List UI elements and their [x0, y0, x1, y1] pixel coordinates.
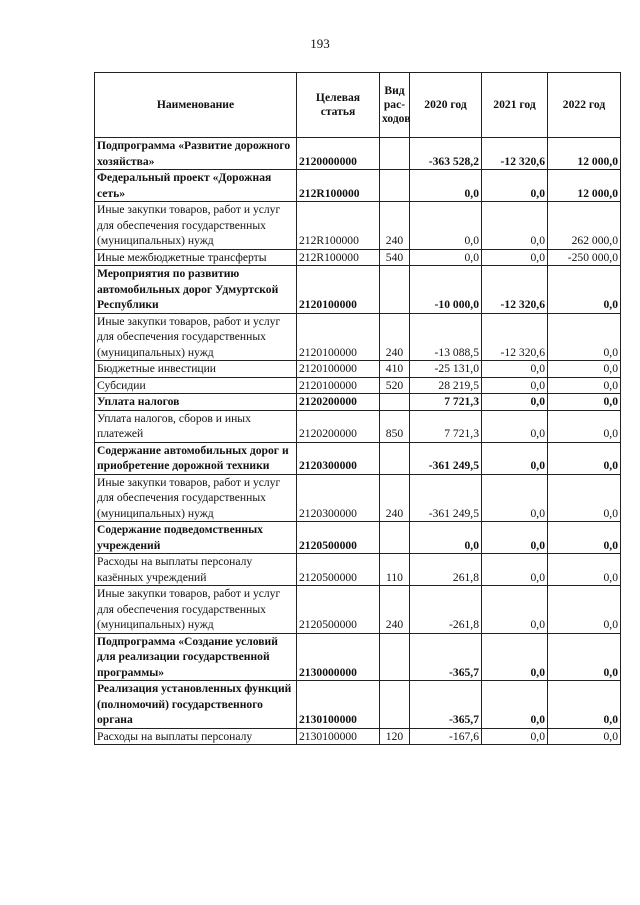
row-name-cell: Иные закупки товаров, работ и услуг для обеспечения государственных (муниципальных) нужд: [95, 586, 297, 634]
row-name-cell: Иные закупки товаров, работ и услуг для обеспечения государственных (муниципальных) нужд: [95, 313, 297, 361]
row-2021-cell: 0,0: [482, 394, 548, 411]
row-2020-cell: -365,7: [410, 633, 482, 681]
table-body: [95, 138, 621, 745]
table-row: [95, 522, 621, 554]
table-row: [95, 442, 621, 474]
row-2021-cell: 0,0: [482, 681, 548, 729]
table-row: [95, 361, 621, 378]
row-expense-type-cell: 540: [380, 249, 410, 266]
header-year-2021: 2021 год: [482, 73, 548, 138]
table-row: [95, 681, 621, 729]
table-row: [95, 586, 621, 634]
row-target-article-cell: 2120300000: [297, 442, 380, 474]
row-name-cell: Уплата налогов, сборов и иных платежей: [95, 410, 297, 442]
row-2022-cell: 0,0: [548, 313, 621, 361]
row-2022-cell: 0,0: [548, 266, 621, 314]
header-target-article: Целевая статья: [297, 73, 380, 138]
row-2022-cell: 0,0: [548, 394, 621, 411]
row-name-cell: Расходы на выплаты персоналу: [95, 728, 297, 745]
row-2021-cell: 0,0: [482, 361, 548, 378]
row-target-article-cell: 2120500000: [297, 586, 380, 634]
row-expense-type-cell: [380, 522, 410, 554]
row-2020-cell: -361 249,5: [410, 474, 482, 522]
row-target-article-cell: 2120100000: [297, 266, 380, 314]
table-row: [95, 554, 621, 586]
row-2020-cell: 261,8: [410, 554, 482, 586]
row-2022-cell: 0,0: [548, 474, 621, 522]
budget-table: [94, 72, 621, 745]
row-2021-cell: 0,0: [482, 442, 548, 474]
table-row: [95, 313, 621, 361]
row-2022-cell: 0,0: [548, 554, 621, 586]
row-2021-cell: 0,0: [482, 522, 548, 554]
row-expense-type-cell: 240: [380, 474, 410, 522]
row-name-cell: Содержание подведомственных учреждений: [95, 522, 297, 554]
row-target-article-cell: 2120300000: [297, 474, 380, 522]
row-2022-cell: 0,0: [548, 361, 621, 378]
row-name-cell: Подпрограмма «Создание условий для реализации государственной программы»: [95, 633, 297, 681]
row-2021-cell: -12 320,6: [482, 138, 548, 170]
row-2021-cell: -12 320,6: [482, 266, 548, 314]
row-target-article-cell: 2120500000: [297, 522, 380, 554]
row-2020-cell: -361 249,5: [410, 442, 482, 474]
row-target-article-cell: 212R100000: [297, 170, 380, 202]
row-2020-cell: -13 088,5: [410, 313, 482, 361]
row-expense-type-cell: 410: [380, 361, 410, 378]
table-row: [95, 728, 621, 745]
row-expense-type-cell: 850: [380, 410, 410, 442]
row-target-article-cell: 2120100000: [297, 313, 380, 361]
row-expense-type-cell: [380, 442, 410, 474]
row-expense-type-cell: 520: [380, 377, 410, 394]
row-2022-cell: 0,0: [548, 442, 621, 474]
row-target-article-cell: 2120200000: [297, 410, 380, 442]
header-name: Наименование: [95, 73, 297, 138]
row-2022-cell: -250 000,0: [548, 249, 621, 266]
table-row: [95, 266, 621, 314]
row-name-cell: Подпрограмма «Развитие дорожного хозяйства»: [95, 138, 297, 170]
header-expense-type: Вид рас-ходов: [380, 73, 410, 138]
row-2020-cell: -25 131,0: [410, 361, 482, 378]
table-row: [95, 170, 621, 202]
row-target-article-cell: 2120000000: [297, 138, 380, 170]
row-2022-cell: 0,0: [548, 522, 621, 554]
row-target-article-cell: 2120500000: [297, 554, 380, 586]
table-row: [95, 202, 621, 250]
table-row: [95, 377, 621, 394]
row-2021-cell: 0,0: [482, 554, 548, 586]
row-name-cell: Иные межбюджетные трансферты: [95, 249, 297, 266]
row-2021-cell: 0,0: [482, 633, 548, 681]
row-2022-cell: 12 000,0: [548, 138, 621, 170]
page-number: 193: [310, 36, 330, 51]
row-2022-cell: 0,0: [548, 410, 621, 442]
row-2021-cell: 0,0: [482, 410, 548, 442]
row-target-article-cell: 2120200000: [297, 394, 380, 411]
table-row: [95, 474, 621, 522]
row-2020-cell: 28 219,5: [410, 377, 482, 394]
row-2020-cell: -363 528,2: [410, 138, 482, 170]
row-2021-cell: 0,0: [482, 202, 548, 250]
row-2020-cell: -365,7: [410, 681, 482, 729]
row-2020-cell: -167,6: [410, 728, 482, 745]
row-expense-type-cell: [380, 170, 410, 202]
row-2021-cell: 0,0: [482, 170, 548, 202]
row-expense-type-cell: 240: [380, 313, 410, 361]
row-2022-cell: 0,0: [548, 728, 621, 745]
table-row: [95, 249, 621, 266]
row-name-cell: Иные закупки товаров, работ и услуг для обеспечения государственных (муниципальных) нужд: [95, 474, 297, 522]
row-2020-cell: -261,8: [410, 586, 482, 634]
row-2022-cell: 0,0: [548, 377, 621, 394]
row-2022-cell: 262 000,0: [548, 202, 621, 250]
table-row: [95, 138, 621, 170]
row-2020-cell: 0,0: [410, 249, 482, 266]
row-2020-cell: 0,0: [410, 522, 482, 554]
table-row: [95, 410, 621, 442]
row-expense-type-cell: [380, 681, 410, 729]
row-name-cell: Реализация установленных функций (полномочий) государственного органа: [95, 681, 297, 729]
row-2020-cell: 7 721,3: [410, 410, 482, 442]
row-expense-type-cell: 110: [380, 554, 410, 586]
row-name-cell: Бюджетные инвестиции: [95, 361, 297, 378]
row-expense-type-cell: 120: [380, 728, 410, 745]
row-2021-cell: 0,0: [482, 377, 548, 394]
row-expense-type-cell: [380, 633, 410, 681]
row-2020-cell: -10 000,0: [410, 266, 482, 314]
row-expense-type-cell: [380, 138, 410, 170]
table-header-row: [95, 73, 621, 138]
row-name-cell: Мероприятия по развитию автомобильных дорог Удмуртской Республики: [95, 266, 297, 314]
row-2020-cell: 0,0: [410, 202, 482, 250]
row-expense-type-cell: 240: [380, 202, 410, 250]
row-2020-cell: 7 721,3: [410, 394, 482, 411]
row-target-article-cell: 212R100000: [297, 249, 380, 266]
row-2022-cell: 0,0: [548, 586, 621, 634]
table-row: [95, 633, 621, 681]
row-2022-cell: 0,0: [548, 681, 621, 729]
row-name-cell: Федеральный проект «Дорожная сеть»: [95, 170, 297, 202]
row-target-article-cell: 2130100000: [297, 681, 380, 729]
row-target-article-cell: 212R100000: [297, 202, 380, 250]
table-row: [95, 394, 621, 411]
row-2021-cell: -12 320,6: [482, 313, 548, 361]
row-2022-cell: 12 000,0: [548, 170, 621, 202]
row-2021-cell: 0,0: [482, 249, 548, 266]
row-target-article-cell: 2120100000: [297, 361, 380, 378]
row-2020-cell: 0,0: [410, 170, 482, 202]
row-2021-cell: 0,0: [482, 728, 548, 745]
row-target-article-cell: 2120100000: [297, 377, 380, 394]
row-name-cell: Уплата налогов: [95, 394, 297, 411]
row-2021-cell: 0,0: [482, 474, 548, 522]
row-expense-type-cell: [380, 266, 410, 314]
row-expense-type-cell: 240: [380, 586, 410, 634]
row-name-cell: Иные закупки товаров, работ и услуг для обеспечения государственных (муниципальных) нужд: [95, 202, 297, 250]
row-name-cell: Расходы на выплаты персоналу казённых учреждений: [95, 554, 297, 586]
row-name-cell: Содержание автомобильных дорог и приобретение дорожной техники: [95, 442, 297, 474]
row-expense-type-cell: [380, 394, 410, 411]
row-2022-cell: 0,0: [548, 633, 621, 681]
row-2021-cell: 0,0: [482, 586, 548, 634]
header-year-2020: 2020 год: [410, 73, 482, 138]
row-target-article-cell: 2130100000: [297, 728, 380, 745]
row-target-article-cell: 2130000000: [297, 633, 380, 681]
header-year-2022: 2022 год: [548, 73, 621, 138]
row-name-cell: Субсидии: [95, 377, 297, 394]
